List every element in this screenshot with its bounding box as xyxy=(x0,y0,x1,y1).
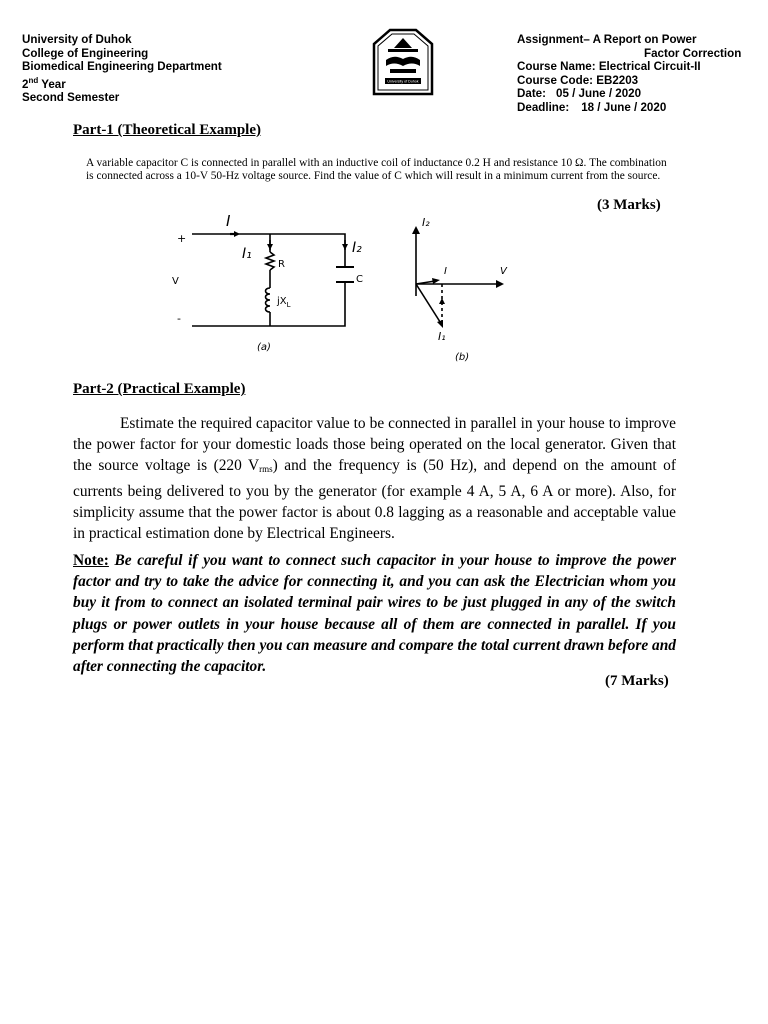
part2-text-sub: rms xyxy=(259,464,273,475)
phasor-i-arrow xyxy=(432,278,440,284)
department-name: Biomedical Engineering Department xyxy=(22,60,222,74)
source-current-arrow xyxy=(234,231,240,237)
circuit-figure xyxy=(160,210,530,370)
label-plus: + xyxy=(177,232,187,245)
label-resistor: R xyxy=(278,259,285,270)
university-name: University of Duhok xyxy=(22,33,132,46)
date-value: 05 / June / 2020 xyxy=(556,87,642,101)
label-inductor-main: jX xyxy=(277,296,287,307)
label-phasor-i2: I₂ xyxy=(422,216,430,229)
phasor-i2-arrow xyxy=(412,226,420,234)
part2-paragraph xyxy=(73,413,676,544)
note-text: Be careful if you want to connect such capacitor in your house to improve the power factor and try to take the advice for connecting it, and you can ask the Electrician whom you buy it from to connect an isolated terminal pair wires to be just plugged in any of the switch plugs or power outlets in your house because all of them are connected in parallel. If you perform that practically then you can measure and compare the total current drawn before and after connecting the capacitor. xyxy=(73,552,676,676)
label-branch1-current: I₁ xyxy=(242,246,252,262)
part1-marks: (3 Marks) xyxy=(597,197,661,213)
part2-text-a: Estimate the required capacitor value to be connected in parallel in your house to improve the power factor for your domestic loads those being operated on the local generator. Given that the source voltage is (220 V xyxy=(73,415,676,475)
label-capacitor: C xyxy=(356,274,363,285)
deadline-line xyxy=(517,101,733,115)
label-voltage: V xyxy=(172,276,179,287)
year-number: 2 xyxy=(22,77,29,91)
part1-problem: A variable capacitor C is connected in parallel with an inductive coil of inductance 0.2 H and resistance 10 Ω. The combination is connected across a 10-V 50-Hz voltage source. Find the value of C which will result in a minimum current from the source. xyxy=(86,157,667,182)
phasor-dashed-arrow xyxy=(439,298,445,304)
label-minus: - xyxy=(177,312,181,325)
label-figure-a: (a) xyxy=(257,342,271,353)
header-right xyxy=(517,33,742,115)
phasor-v-arrow xyxy=(496,280,504,288)
label-inductor-sub: L xyxy=(286,301,291,309)
part2-paragraph-text xyxy=(73,413,676,544)
year-line xyxy=(22,74,222,91)
header-left xyxy=(22,33,222,105)
college-name: College of Engineering xyxy=(22,46,149,60)
deadline-label: Deadline: xyxy=(517,100,570,114)
assignment-title: Assignment– A Report on Power xyxy=(517,33,697,46)
phasor-i1-arrow xyxy=(437,320,443,328)
label-figure-b: (b) xyxy=(455,352,470,363)
university-logo xyxy=(372,26,434,96)
branch1-current-arrow xyxy=(267,244,273,250)
phasor-diagram-b xyxy=(416,230,500,325)
circuit-diagram-a xyxy=(192,234,354,326)
year-ordinal: nd xyxy=(28,75,39,85)
date-line xyxy=(517,87,733,101)
branch2-current-arrow xyxy=(342,244,348,250)
part2-marks: (7 Marks) xyxy=(605,673,669,689)
course-code: Course Code: EB2203 xyxy=(517,73,639,87)
semester: Second Semester xyxy=(22,91,120,105)
part2-title: Part-2 (Practical Example) xyxy=(73,381,246,397)
course-name: Course Name: Electrical Circuit-II xyxy=(517,60,701,74)
note-label: Note: xyxy=(73,552,109,569)
part2-text-b: ) and the frequency is (50 Hz), and depend on the amount of currents being delivered to you by the generator (for example 4 A, 5 A, 6 A or more). Also, for simplicity assume that the power factor is about 0.8 lagging as a reasonable and acceptable value in practical estimation done by Electrical Engineers. xyxy=(73,457,676,543)
date-label: Date: xyxy=(517,87,546,101)
label-phasor-i1: I₁ xyxy=(438,330,446,343)
label-source-current: I xyxy=(226,212,231,230)
logo-text: University of Duhok xyxy=(387,79,419,84)
part1-title: Part-1 (Theoretical Example) xyxy=(73,122,262,138)
label-branch2-current: I₂ xyxy=(352,240,362,256)
label-inductor xyxy=(276,296,291,309)
label-phasor-i: I xyxy=(444,266,447,277)
part2-note xyxy=(73,550,676,677)
year-word: Year xyxy=(38,77,66,91)
deadline-value: 18 / June / 2020 xyxy=(581,100,667,114)
label-phasor-v: V xyxy=(500,266,507,277)
assignment-title-cont: Factor Correction xyxy=(644,46,742,60)
